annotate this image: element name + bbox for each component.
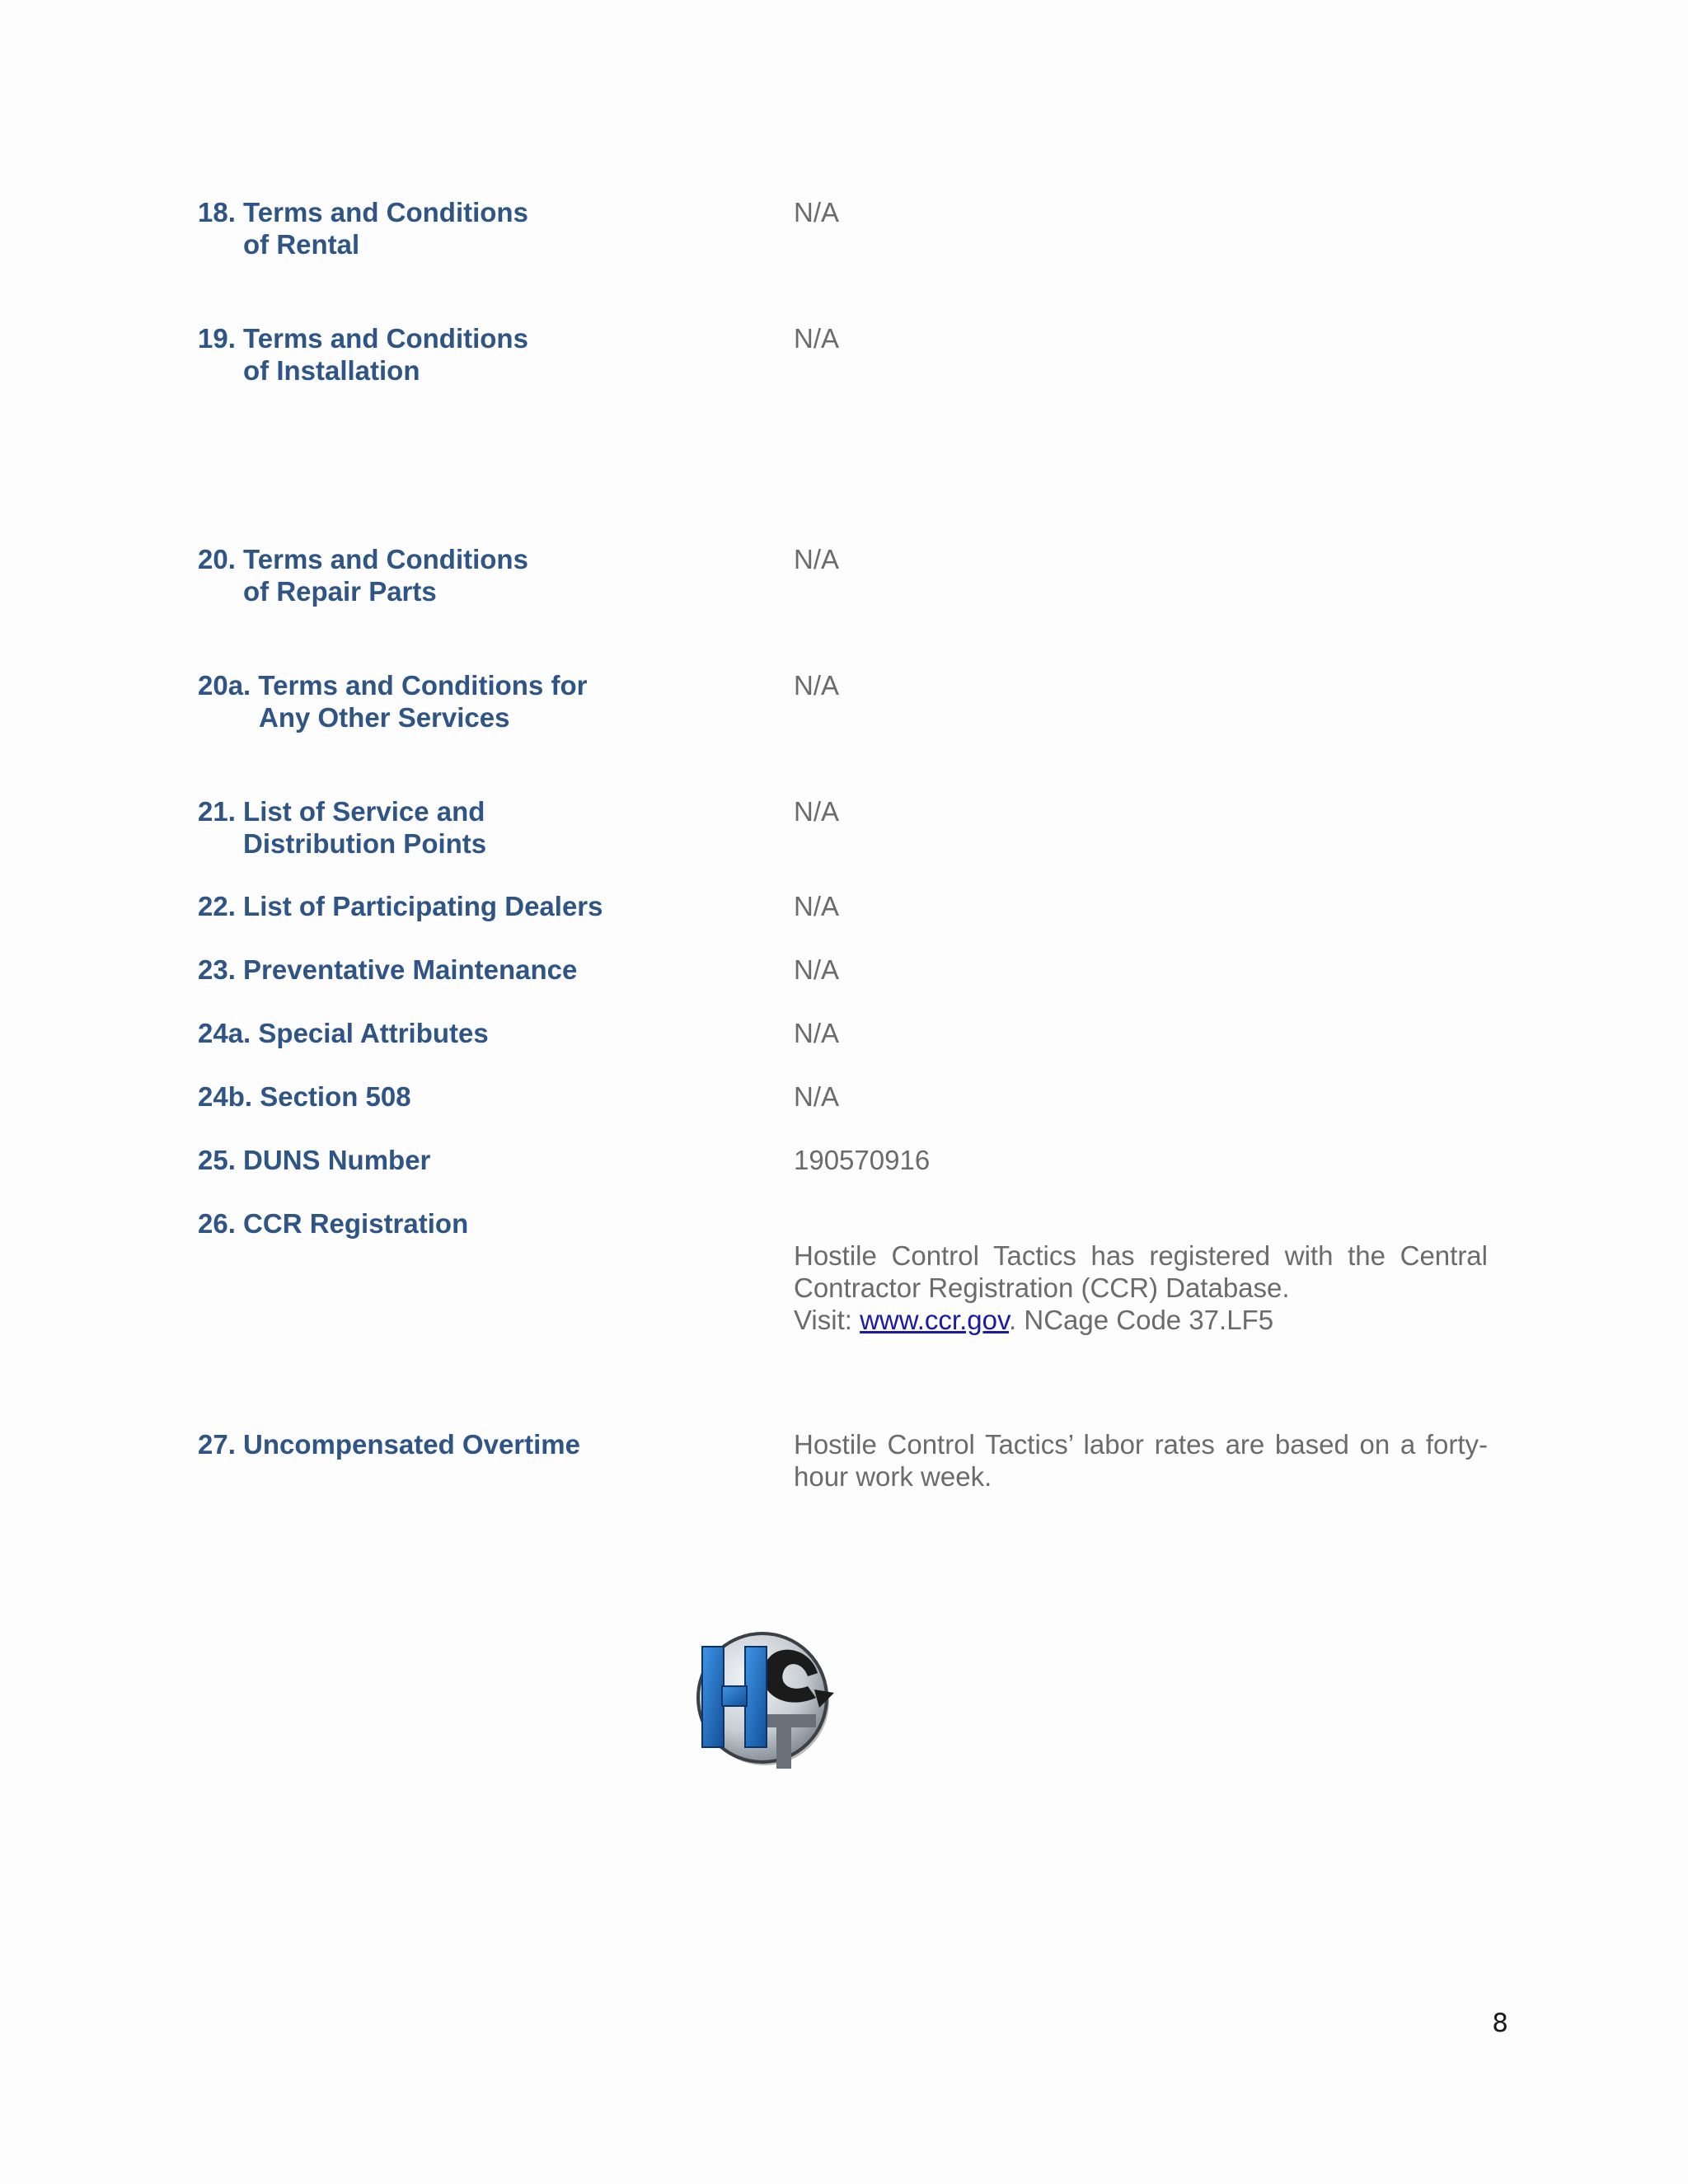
entry-label (198, 543, 725, 607)
page-number: 8 (1492, 2008, 1508, 2038)
entry-label: 24a. Special Attributes (198, 1018, 489, 1048)
entry-label-line2: of Rental (243, 229, 360, 260)
entry-label: 25. DUNS Number (198, 1145, 431, 1175)
entry-value: N/A (794, 1081, 840, 1112)
entry-value: N/A (794, 544, 840, 574)
company-logo (694, 1622, 838, 1774)
entry-label: 22. List of Participating Dealers (198, 891, 603, 921)
entry-value: 190570916 (794, 1145, 931, 1175)
ccr-link[interactable]: www.ccr.gov (860, 1305, 1010, 1335)
hct-logo-icon (694, 1622, 838, 1774)
entry-value: N/A (794, 796, 840, 827)
entry-value: N/A (794, 1018, 840, 1048)
entry-value: N/A (794, 197, 840, 227)
ccr-visit-suffix: . NCage Code 37.LF5 (1009, 1305, 1274, 1335)
entry-label-line2: Distribution Points (243, 828, 487, 859)
ccr-description: Hostile Control Tactics has registered with the Central Contractor Registration (CCR) Database. (794, 1240, 1488, 1303)
overtime-description: Hostile Control Tactics’ labor rates are based on a forty-hour work week. (794, 1429, 1488, 1492)
entry-value: N/A (794, 954, 840, 985)
entry-label (198, 669, 725, 733)
entry-label-line1: 19. Terms and Conditions (198, 323, 528, 354)
entry-label-line1: 21. List of Service and (198, 796, 485, 827)
entry-label-line1: 20a. Terms and Conditions for (198, 670, 588, 701)
entry-label: 23. Preventative Maintenance (198, 954, 578, 985)
entry-label: 27. Uncompensated Overtime (198, 1429, 580, 1460)
entry-value: N/A (794, 891, 840, 921)
entry-label-line2: of Repair Parts (243, 576, 437, 607)
ccr-visit-line (794, 1304, 1488, 1336)
entry-label-line1: 20. Terms and Conditions (198, 544, 528, 574)
entry-label: 26. CCR Registration (198, 1208, 469, 1239)
entry-label-line1: 18. Terms and Conditions (198, 197, 528, 227)
entry-label-line2: of Installation (243, 355, 420, 386)
ccr-visit-prefix: Visit: (794, 1305, 860, 1335)
entry-label-line2: Any Other Services (259, 702, 510, 733)
entry-value: N/A (794, 323, 840, 354)
entry-label: 24b. Section 508 (198, 1081, 411, 1112)
entry-value: N/A (794, 670, 840, 701)
entry-label (198, 795, 725, 860)
entry-label (198, 322, 725, 387)
entry-label (198, 196, 725, 260)
